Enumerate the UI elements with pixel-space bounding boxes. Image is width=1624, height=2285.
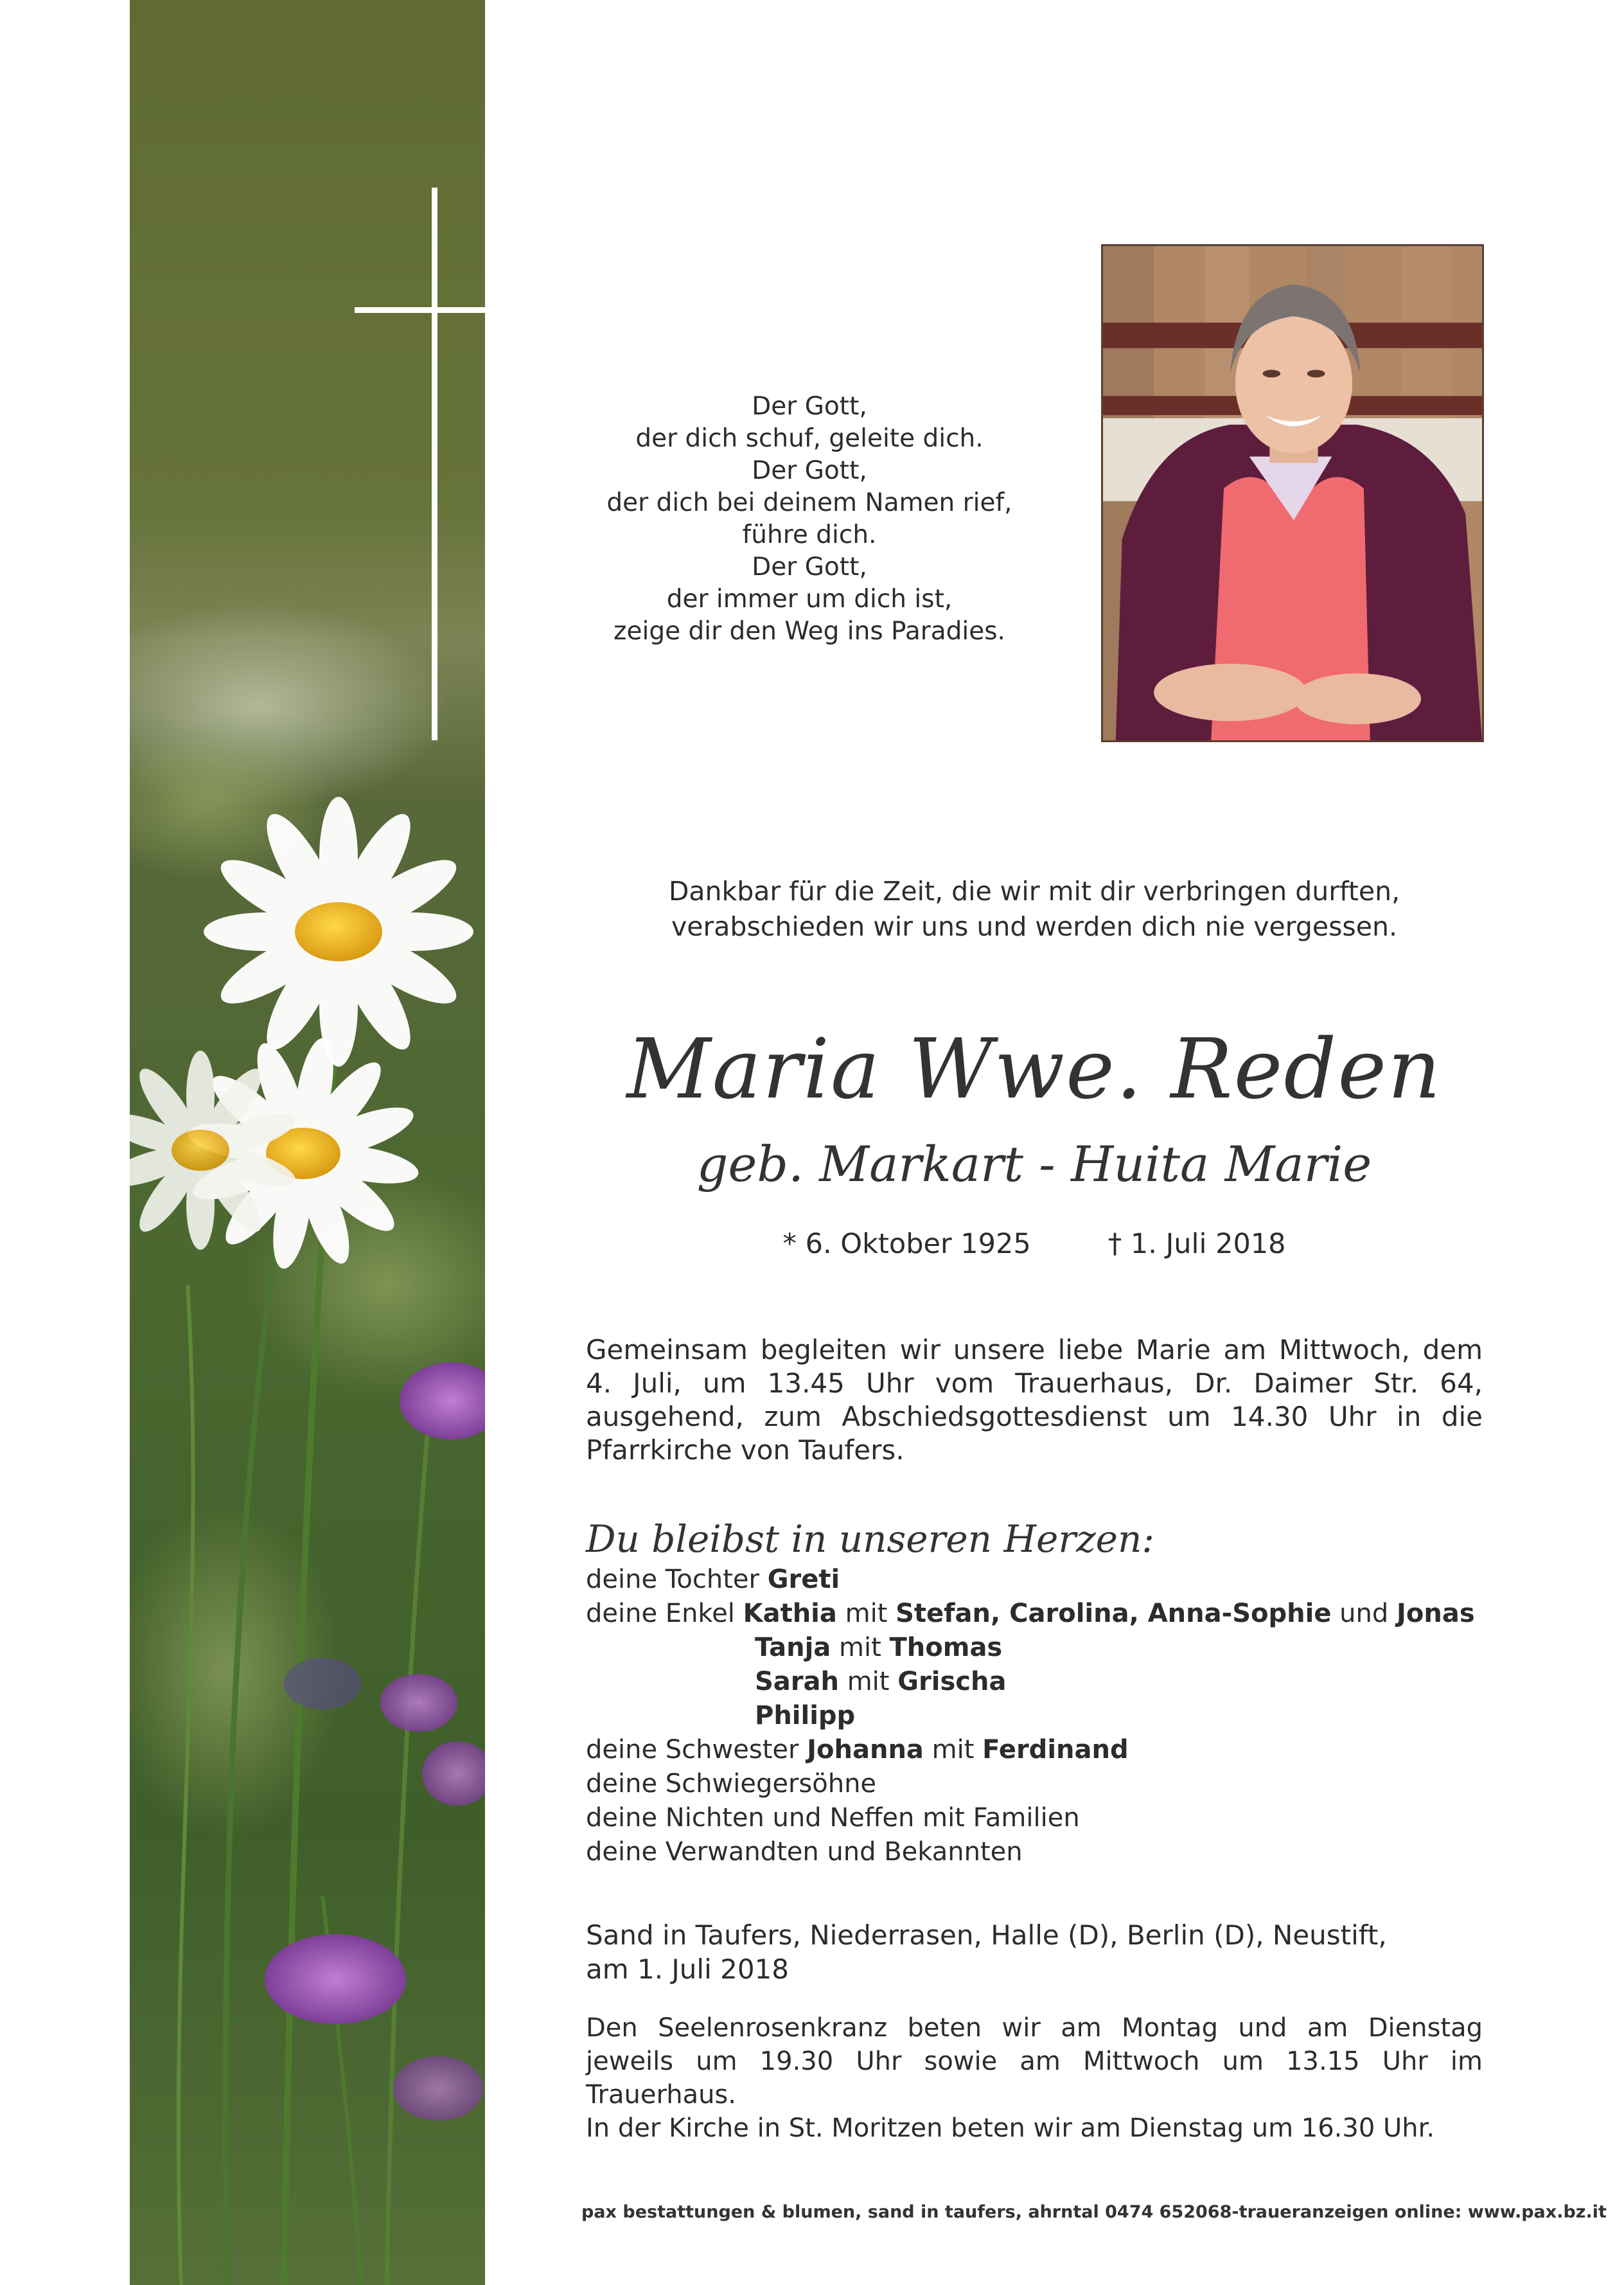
- mourner-name: Grischa: [897, 1667, 1007, 1696]
- funeral-announcement: Gemeinsam begleiten wir unsere liebe Marie am Mittwoch, dem 4. Juli, um 13.45 Uhr vom Trauerhaus, Dr. Daimer Str. 64, ausgehend, zum Abschiedsgottesdienst um 14.30 Uhr in die Pfarrkirche von Taufers.: [586, 1334, 1483, 1466]
- rosary-line: jeweils um 19.30 Uhr sowie am Mittwoch um 13.15 Uhr im Trauerhaus.: [586, 2047, 1483, 2110]
- mourner-relation: mit: [831, 1633, 890, 1662]
- mourner-row: [586, 1801, 1549, 1835]
- mourner-name: Ferdinand: [982, 1735, 1129, 1765]
- mourner-name: Stefan, Carolina, Anna-Sophie: [896, 1599, 1332, 1628]
- rosary-line: Den Seelenrosenkranz beten wir am Montag und am Dienstag: [586, 2013, 1483, 2043]
- mourner-row: [586, 1597, 1549, 1631]
- mourner-relation: mit: [839, 1667, 898, 1696]
- mourner-name: Kathia: [743, 1599, 837, 1628]
- death-date: † 1. Juli 2018: [1108, 1228, 1286, 1260]
- mourner-name: Jonas: [1396, 1599, 1475, 1628]
- mourner-row: [586, 1733, 1549, 1767]
- footer-imprint: pax bestattungen & blumen, sand in taufers, ahrntal 0474 652068-traueranzeigen online: www.pax.bz.it: [581, 2202, 1607, 2222]
- mourner-relation: deine Tochter: [586, 1565, 768, 1594]
- mourners-list: [586, 1563, 1549, 1869]
- poem-line: führe dich.: [742, 520, 877, 549]
- mourner-row: [586, 1767, 1549, 1801]
- poem-line: Der Gott,: [752, 553, 867, 582]
- portrait-illustration: [1103, 246, 1482, 740]
- gratitude-line: Dankbar für die Zeit, die wir mit dir verbringen durften,: [668, 876, 1400, 907]
- life-dates: [578, 1226, 1490, 1262]
- poem-line: der immer um dich ist,: [666, 585, 953, 614]
- mourner-relation: mit: [923, 1735, 983, 1765]
- mourner-row: [586, 1835, 1549, 1869]
- poem-line: zeige dir den Weg ins Paradies.: [613, 617, 1005, 646]
- mourner-relation: deine Verwandten und Bekannten: [586, 1837, 1023, 1867]
- mourner-relation: deine Nichten und Neffen mit Familien: [586, 1803, 1080, 1833]
- mourner-row: [586, 1631, 1549, 1665]
- mourner-relation: deine Schwiegersöhne: [586, 1769, 877, 1799]
- place-and-date: [586, 1918, 1483, 1986]
- rosary-line: In der Kirche in St. Moritzen beten wir am Dienstag um 16.30 Uhr.: [586, 2113, 1435, 2143]
- mourner-name: Johanna: [807, 1735, 924, 1765]
- mourner-name: Tanja: [755, 1633, 831, 1662]
- poem-line: Der Gott,: [752, 456, 867, 485]
- mourner-relation: mit: [836, 1599, 896, 1628]
- poem-line: Der Gott,: [752, 392, 867, 421]
- flower-banner-image: [130, 0, 485, 2285]
- mourner-row: [586, 1665, 1549, 1699]
- portrait-photo: [1101, 244, 1484, 742]
- place-line: Sand in Taufers, Niederrasen, Halle (D), Berlin (D), Neustift,: [586, 1919, 1387, 1951]
- deceased-name: Maria Wwe. Reden: [626, 1022, 1442, 1117]
- mourner-relation: deine Schwester: [586, 1735, 808, 1765]
- mourner-row: [586, 1563, 1549, 1597]
- mourners-heading: Du bleibst in unseren Herzen:: [586, 1517, 1154, 1561]
- mourner-name: Sarah: [755, 1667, 839, 1696]
- birth-name: geb. Markart - Huita Marie: [696, 1135, 1372, 1193]
- mourner-row: [586, 1699, 1549, 1733]
- mourner-relation: deine Enkel: [586, 1599, 743, 1628]
- mourner-name: Thomas: [889, 1633, 1003, 1662]
- mourner-relation: und: [1331, 1599, 1397, 1628]
- gratitude-line: verabschieden wir uns und werden dich nie vergessen.: [671, 911, 1398, 942]
- gratitude-text: [585, 874, 1484, 945]
- poem-verse: [552, 391, 1066, 648]
- mourner-name: Philipp: [755, 1701, 856, 1730]
- birth-date: * 6. Oktober 1925: [782, 1228, 1031, 1260]
- mourner-name: Greti: [767, 1565, 840, 1594]
- date-line: am 1. Juli 2018: [586, 1953, 790, 1985]
- rosary-info: [586, 2011, 1483, 2145]
- cross-icon: [355, 188, 485, 740]
- poem-line: der dich bei deinem Namen rief,: [606, 488, 1012, 517]
- poem-line: der dich schuf, geleite dich.: [635, 424, 984, 453]
